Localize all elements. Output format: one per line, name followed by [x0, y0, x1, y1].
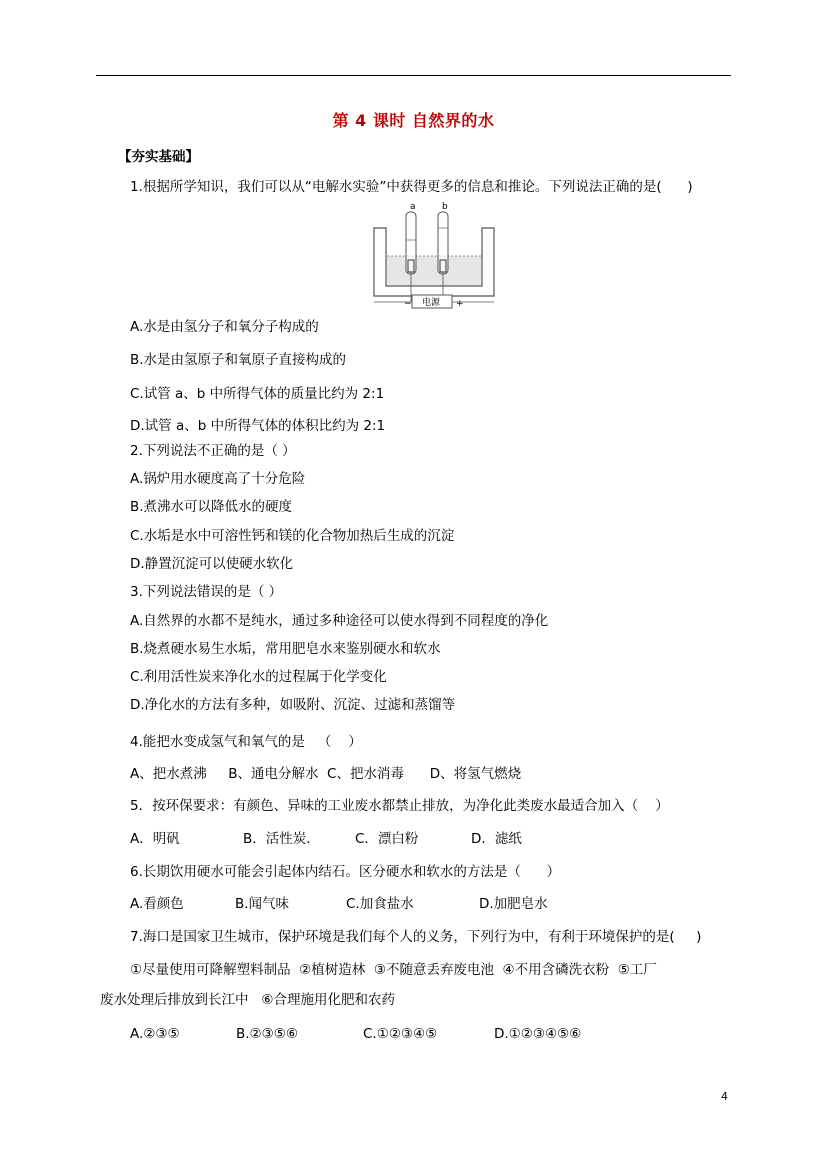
q7-option-d: D.①②③④⑤⑥ [494, 1026, 582, 1042]
q7-stem: 7.海口是国家卫生城市，保护环境是我们每个人的义务，下列行为中，有利于环境保护的是( ) [130, 929, 702, 945]
q6-stem: 6.长期饮用硬水可能会引起体内结石。区分硬水和软水的方法是（ ） [130, 864, 561, 880]
q3-stem: 3.下列说法错误的是（ ） [130, 584, 283, 600]
q3-option-d: D.净化水的方法有多种，如吸附、沉淀、过滤和蒸馏等 [130, 697, 456, 713]
q7-option-a: A.②③⑤ [130, 1026, 180, 1042]
q6-option-d: D.加肥皂水 [479, 896, 548, 912]
q7-items-line1: ①尽量使用可降解塑料制品 ②植树造林 ③不随意丢弃废电池 ④不用含磷洗衣粉 ⑤工厂 [130, 962, 657, 978]
q7-options [130, 1025, 581, 1043]
q3-option-a: A.自然界的水都不是纯水，通过多种途径可以使水得到不同程度的净化 [130, 613, 549, 629]
power-source-label: 电源 [422, 298, 441, 308]
q6-option-b: B.闻气味 [235, 896, 290, 912]
tube-a-label: a [410, 202, 416, 212]
q1-stem: 1.根据所学知识，我们可以从“电解水实验”中获得更多的信息和推论。下列说法正确的是( ) [130, 179, 693, 195]
q2-option-a: A.锅炉用水硬度高了十分危险 [130, 471, 306, 487]
q2-option-d: D.静置沉淀可以使硬水软化 [130, 556, 294, 572]
minus-sign: − [404, 299, 412, 309]
q2-option-c: C.水垢是水中可溶性钙和镁的化合物加热后生成的沉淀 [130, 528, 455, 544]
q3-option-c: C.利用活性炭来净化水的过程属于化学变化 [130, 669, 387, 685]
q6-options [130, 895, 548, 913]
section-heading: 【夯实基础】 [118, 149, 199, 165]
q7-option-c: C.①②③④⑤ [363, 1026, 438, 1042]
q6-option-a: A.看颜色 [130, 896, 184, 912]
tube-b-label: b [442, 202, 448, 212]
q1-option-c: C.试管 a、b 中所得气体的质量比约为 2:1 [130, 386, 385, 402]
q2-stem: 2.下列说法不正确的是（ ） [130, 443, 296, 459]
q5-option-c: C．漂白粉 [355, 831, 419, 847]
q6-option-c: C.加食盐水 [346, 896, 414, 912]
q4-stem: 4.能把水变成氢气和氧气的是 （ ） [130, 734, 362, 750]
q1-option-d: D.试管 a、b 中所得气体的体积比约为 2:1 [130, 418, 386, 434]
q5-option-a: A．明矾 [130, 831, 180, 847]
q5-option-b: B．活性炭． [243, 831, 320, 847]
water-level [387, 256, 481, 285]
electrolysis-apparatus-figure [370, 198, 500, 310]
header-rule [96, 75, 731, 76]
q7-option-b: B.②③⑤⑥ [236, 1026, 298, 1042]
q5-option-d: D．滤纸 [471, 831, 522, 847]
q1-option-a: A.水是由氢分子和氧分子构成的 [130, 319, 319, 335]
q1-option-b: B.水是由氢原子和氧原子直接构成的 [130, 352, 347, 368]
q4-options: A、把水煮沸 B、通电分解水 C、把水消毒 D、将氢气燃烧 [130, 766, 522, 782]
q7-items-line2: 废水处理后排放到长江中 ⑥合理施用化肥和农药 [100, 992, 395, 1008]
plus-sign: + [456, 299, 464, 309]
q3-option-b: B.烧煮硬水易生水垢，常用肥皂水来鉴别硬水和软水 [130, 641, 441, 657]
q5-options [130, 830, 522, 848]
q2-option-b: B.煮沸水可以降低水的硬度 [130, 499, 293, 515]
lesson-title: 第 4 课时 自然界的水 [332, 111, 495, 130]
page-number: 4 [721, 1090, 728, 1103]
q5-stem: 5．按环保要求：有颜色、异味的工业废水都禁止排放，为净化此类废水最适合加入（ ） [130, 798, 669, 814]
